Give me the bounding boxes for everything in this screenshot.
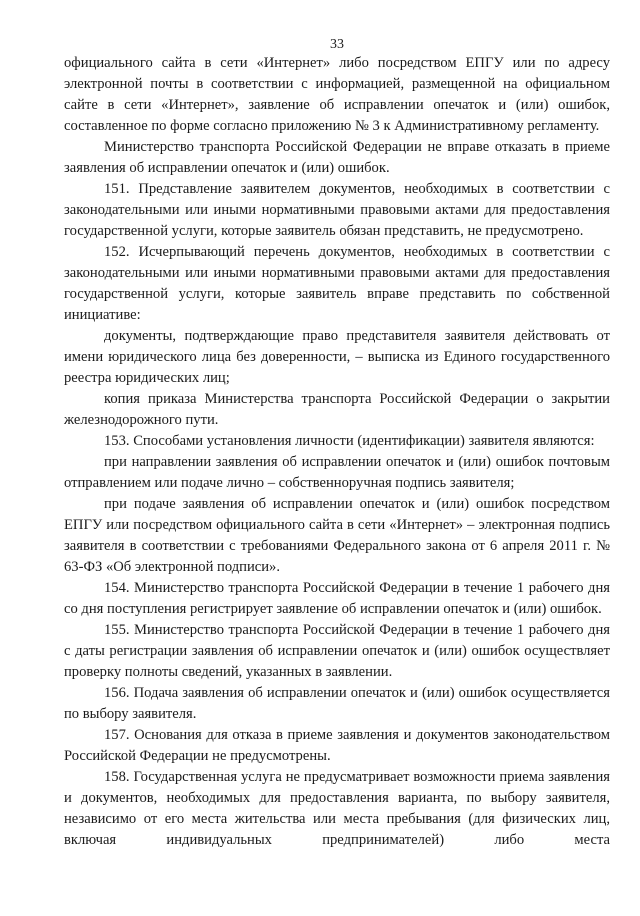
list-item-documents: документы, подтверждающие право представителя заявителя действовать от имени юридического лица без доверенности, – выписка из Единого государственного реестра юридических лиц; — [64, 328, 610, 386]
paragraph-154: 154. Министерство транспорта Российской Федерации в течение 1 рабочего дня со дня поступления регистрирует заявление об исправлении опечаток и (или) ошибок. — [64, 580, 610, 617]
paragraph-153: 153. Способами установления личности (идентификации) заявителя являются: — [104, 433, 595, 449]
list-item-electronic: при подаче заявления об исправлении опечаток и (или) ошибок посредством ЕПГУ или посредством официального сайта в сети «Интернет» – электронная подпись заявителя в соответствии с требованиями Федерального закона от 6 апреля 2011 г. № 63-ФЗ «Об электронной подписи». — [64, 496, 610, 575]
list-item-copy-order: копия приказа Министерства транспорта Российской Федерации о закрытии железнодорожного пути. — [64, 391, 610, 428]
paragraph-152: 152. Исчерпывающий перечень документов, необходимых в соответствии с законодательными или иными нормативными правовыми актами для предоставления государственной услуги, которые заявитель вправе представить по собственной инициативе: — [64, 244, 610, 323]
paragraph-155: 155. Министерство транспорта Российской Федерации в течение 1 рабочего дня с даты регистрации заявления об исправлении опечаток и (или) ошибок осуществляет проверку полноты сведений, указанных в заявлении. — [64, 622, 610, 680]
paragraph-151: 151. Представление заявителем документов, необходимых в соответствии с законодательными или иными нормативными правовыми актами для предоставления государственной услуги, которые заявитель обязан представить, не предусмотрено. — [64, 181, 610, 239]
paragraph-157: 157. Основания для отказа в приеме заявления и документов законодательством Российской Федерации не предусмотрены. — [64, 727, 610, 764]
list-item-postal: при направлении заявления об исправлении опечаток и (или) ошибок почтовым отправлением или подаче лично – собственноручная подпись заявителя; — [64, 454, 610, 491]
paragraph-continuation: официального сайта в сети «Интернет» либо посредством ЕПГУ или по адресу электронной почты в соответствии с информацией, размещенной на официальном сайте в сети «Интернет», заявление об исправлении опечаток и (или) ошибок, составленное по форме согласно приложению № 3 к Административному регламенту. — [64, 55, 610, 134]
paragraph: Министерство транспорта Российской Федерации не вправе отказать в приеме заявления об исправлении опечаток и (или) ошибок. — [64, 139, 610, 176]
page-number: 33 — [330, 37, 344, 52]
document-body — [64, 53, 610, 851]
paragraph-158: 158. Государственная услуга не предусматривает возможности приема заявления и документов, необходимых для предоставления варианта, по выбору заявителя, независимо от его места жительства или места пребывания (для физических лиц, включая индивидуальных предпринимателей) либо места — [64, 769, 610, 848]
paragraph-156: 156. Подача заявления об исправлении опечаток и (или) ошибок осуществляется по выбору заявителя. — [64, 685, 610, 722]
